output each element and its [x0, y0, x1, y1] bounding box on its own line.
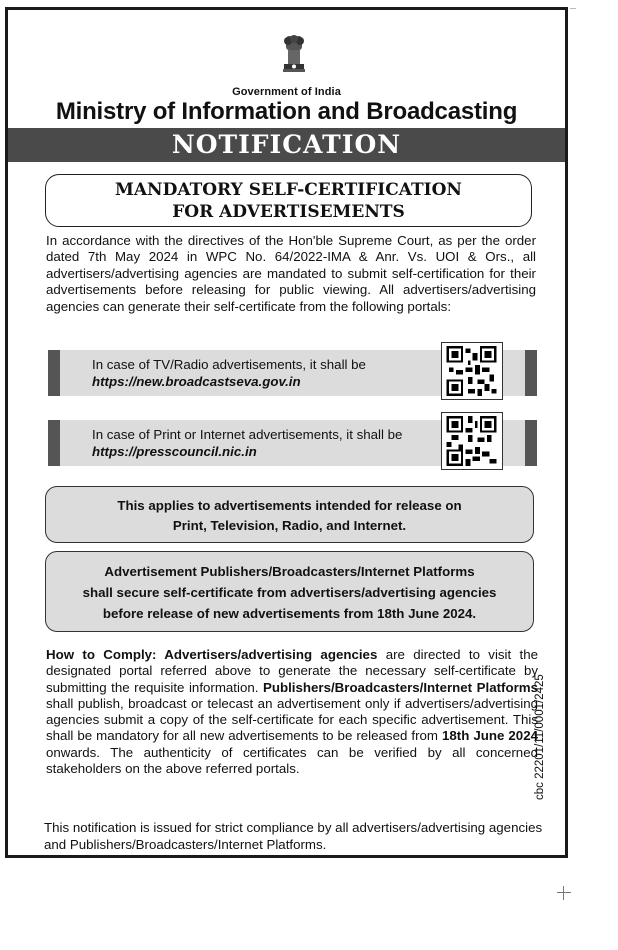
notification-banner [8, 128, 565, 162]
publishers-line-1: Advertisement Publishers/Broadcasters/Internet Platforms [104, 564, 475, 579]
ministry-title: Ministry of Information and Broadcasting [55, 98, 518, 125]
portal-description: In case of Print or Internet advertisements, it shall be [92, 427, 403, 442]
qr-code-icon [441, 342, 503, 400]
top-rule [570, 8, 576, 9]
cbc-reference-code: cbc 22201/11/0001/2425 [534, 674, 546, 800]
comply-bold-date: 18th June 2024 [442, 728, 538, 744]
how-to-comply-paragraph [46, 647, 538, 777]
comply-lead: How to Comply: Advertisers/advertising agencies [46, 647, 378, 662]
comply-text-2: shall publish, broadcast or telecast an advertisement only if advertisers/advertising agencies submit a copy of the self-certificate for each specific advertisement. This shall be mandatory for all new advertisements to be released from [46, 695, 538, 744]
portal-url-link[interactable]: https://new.broadcastseva.gov.in [92, 374, 301, 389]
intro-paragraph: In accordance with the directives of the Hon'ble Supreme Court, as per the order dated 7th May 2024 in WPC No. 64/2022-IMA & Anr. Vs. UOI & Ors., all advertisers/advertising agencies are mandated to submit self-certification for their advertisements before releasing for public viewing. All advertisers/advertising agencies can generate their self-certificate from the following portals: [46, 233, 536, 314]
crop-mark [557, 886, 571, 900]
portal-right-bar [525, 420, 537, 466]
state-emblem-icon [274, 32, 314, 84]
title-box [45, 174, 532, 227]
qr-code-icon [441, 412, 503, 470]
portal-text-block [92, 426, 432, 460]
applies-line-1: This applies to advertisements intended for release on [117, 498, 462, 513]
publishers-box [45, 551, 534, 632]
applies-box [45, 486, 534, 543]
title-line-1: MANDATORY SELF-CERTIFICATION [115, 180, 462, 200]
notification-advertisement [5, 7, 568, 858]
closing-statement: This notification is issued for strict compliance by all advertisers/advertising agencies and Publishers/Broadcasters/Internet Platforms. [44, 820, 543, 852]
publishers-line-3: before release of new advertisements from 18th June 2024. [102, 606, 477, 621]
publishers-line-2: shall secure self-certificate from advertisers/advertising agencies [82, 585, 497, 600]
portal-right-bar [525, 350, 537, 396]
comply-bold-publishers: Publishers/Broadcasters/Internet Platforms [262, 679, 538, 695]
portal-left-bar [48, 350, 60, 396]
title-line-2: FOR ADVERTISEMENTS [172, 202, 405, 222]
comply-text-3: onwards. The authenticity of certificates can be verified by all concerned stakeholders on the above referred portals. [46, 744, 538, 777]
comply-text-1: are directed to visit the designated portal referred above to generate the necessary self-certificate by submitting the requisite information. [46, 647, 539, 695]
portal-left-bar [48, 420, 60, 466]
portal-text-block [92, 356, 432, 390]
portal-description: In case of TV/Radio advertisements, it shall be [92, 357, 366, 372]
portal-url-link[interactable]: https://presscouncil.nic.in [92, 444, 257, 459]
notification-banner-text: NOTIFICATION [171, 130, 402, 159]
applies-line-2: Print, Television, Radio, and Internet. [172, 518, 407, 533]
government-label: Government of India [232, 86, 341, 98]
